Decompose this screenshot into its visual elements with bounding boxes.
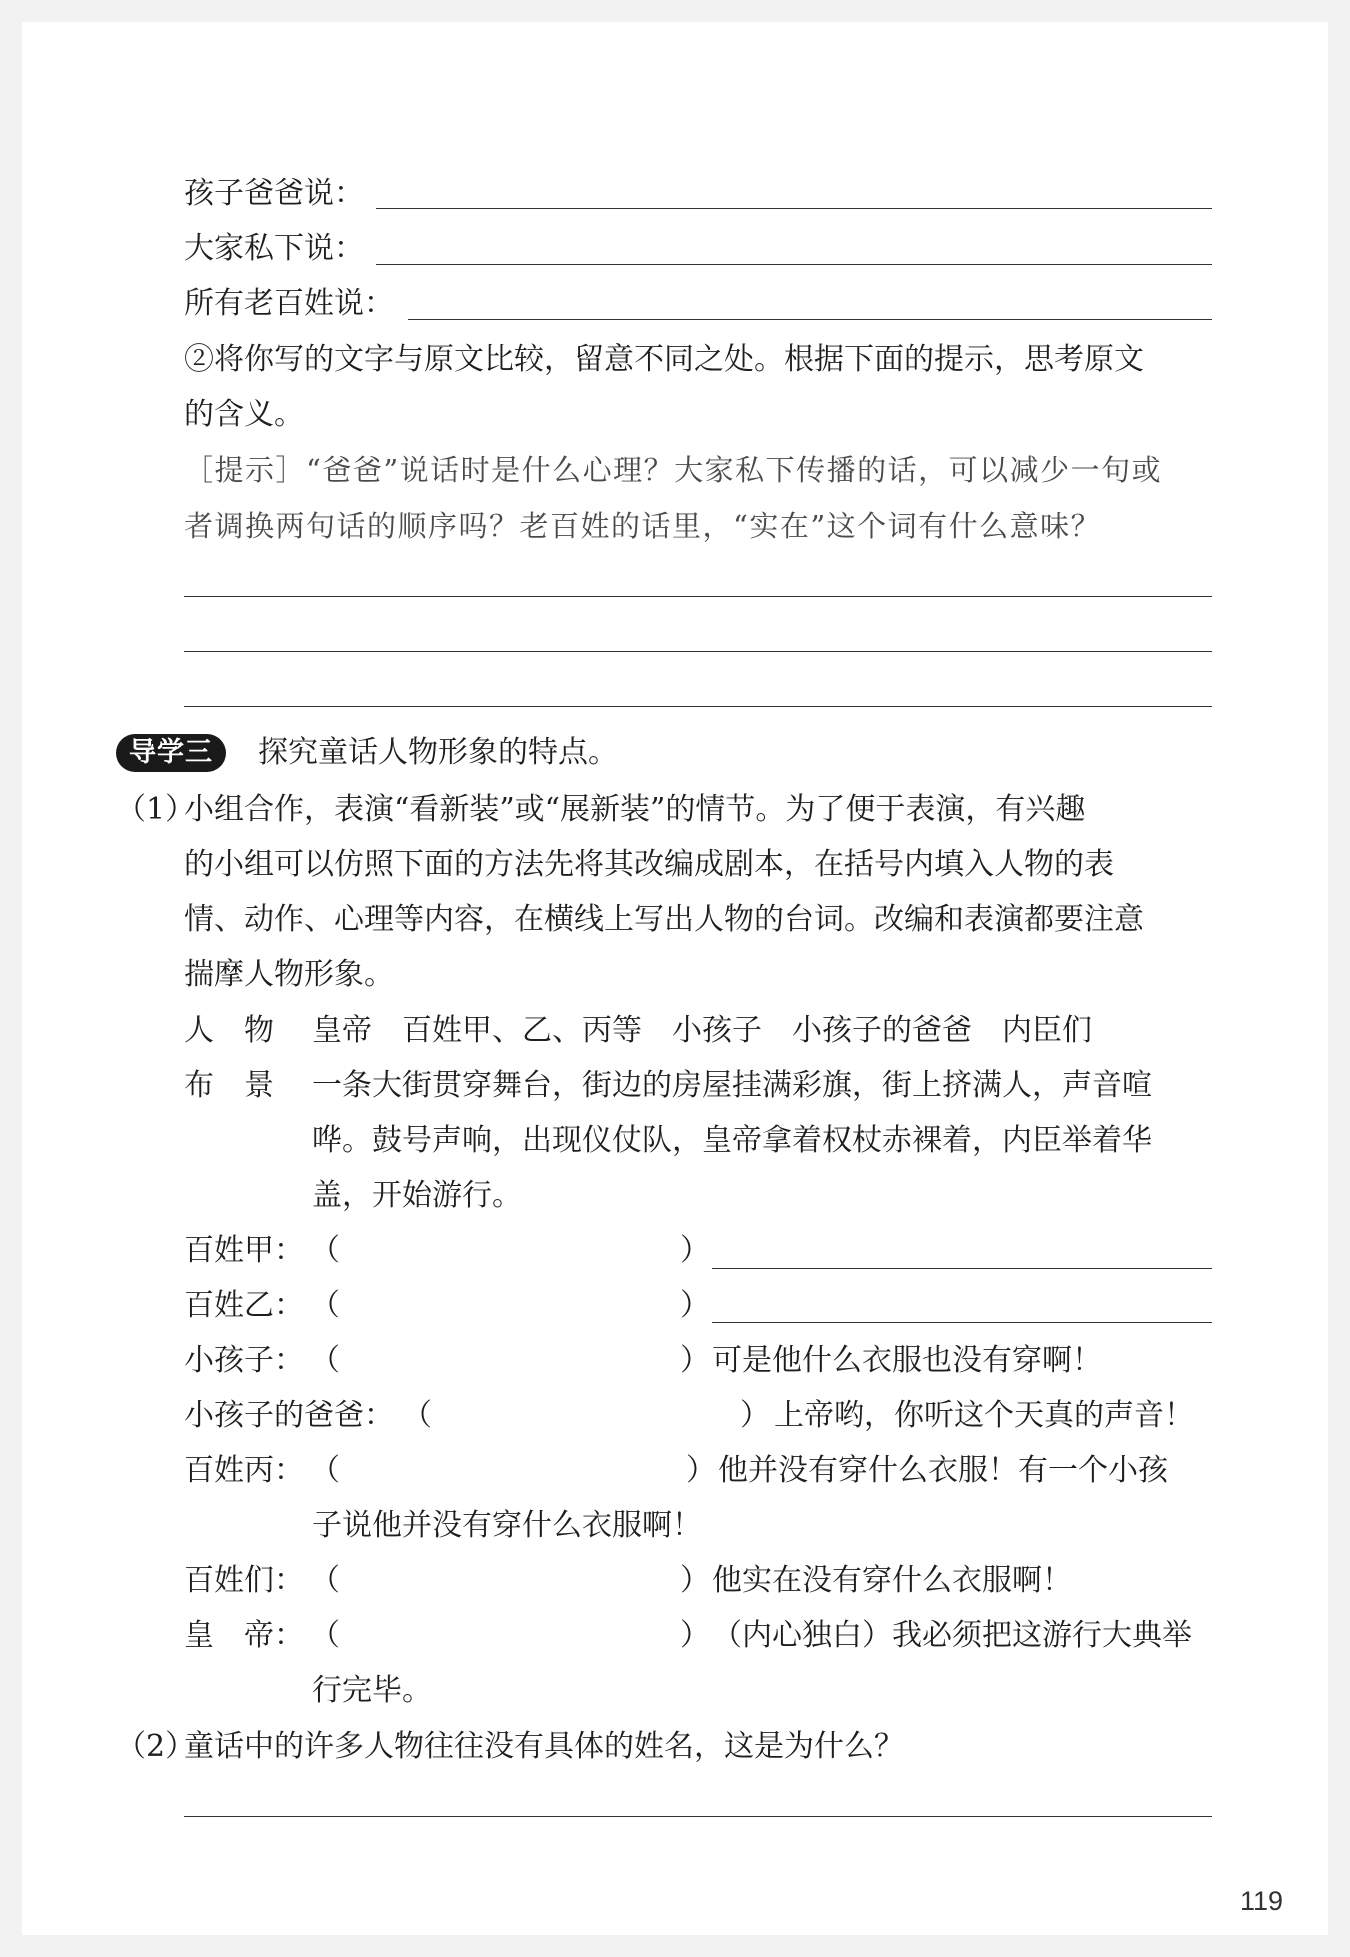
- open-paren: （: [310, 1233, 340, 1268]
- q1-number: （1）: [116, 792, 196, 827]
- speaker-label: 百姓乙：: [184, 1288, 304, 1323]
- speaker-label: 百姓们：: [184, 1563, 304, 1598]
- close-paren: ）: [680, 1343, 710, 1378]
- dialogue-line: 上帝哟，你听这个天真的声音！: [774, 1398, 1194, 1433]
- section-title: 探究童话人物形象的特点。: [258, 735, 618, 770]
- scene-text-3: 盖，开始游行。: [312, 1178, 522, 1213]
- dialogue-line: （内心独白）我必须把这游行大典举: [712, 1618, 1192, 1653]
- dialogue-answer-line[interactable]: [712, 1322, 1212, 1323]
- row-label-all-people: 所有老百姓说：: [184, 286, 394, 321]
- close-paren: ）: [680, 1288, 710, 1323]
- close-paren: ）: [680, 1618, 710, 1653]
- dialogue-answer-line[interactable]: [712, 1268, 1212, 1269]
- answer-line-people-private[interactable]: [376, 264, 1212, 265]
- close-paren: ）: [680, 1233, 710, 1268]
- scene-label: 布 景: [184, 1068, 274, 1103]
- page-number: 119: [1240, 1886, 1284, 1916]
- dialogue-line-cont: 行完毕。: [312, 1673, 432, 1708]
- scene-text-2: 哗。鼓号声响，出现仪仗队，皇帝拿着权杖赤裸着，内臣举着华: [312, 1123, 1152, 1158]
- q2-number: （2）: [116, 1729, 196, 1764]
- dialogue-line: 可是他什么衣服也没有穿啊！: [712, 1343, 1102, 1378]
- dialogue-line: 他并没有穿什么衣服！有一个小孩: [718, 1453, 1168, 1488]
- q2-answer-line[interactable]: [184, 1816, 1212, 1817]
- speaker-label: 皇 帝：: [184, 1618, 304, 1653]
- speaker-label: 百姓丙：: [184, 1453, 304, 1488]
- open-paren: （: [310, 1618, 340, 1653]
- answer-line-all-people[interactable]: [408, 319, 1212, 320]
- q1-text-4: 揣摩人物形象。: [184, 957, 394, 992]
- answer-line-2[interactable]: [184, 651, 1212, 652]
- scene-text-1: 一条大街贯穿舞台，街边的房屋挂满彩旗，街上挤满人，声音喧: [312, 1068, 1152, 1103]
- speaker-label: 小孩子：: [184, 1343, 304, 1378]
- answer-line-3[interactable]: [184, 706, 1212, 707]
- answer-line-father[interactable]: [376, 208, 1212, 209]
- answer-line-1[interactable]: [184, 596, 1212, 597]
- open-paren: （: [310, 1453, 340, 1488]
- q2-text: 童话中的许多人物往往没有具体的姓名，这是为什么？: [184, 1729, 904, 1764]
- row-label-people-private: 大家私下说：: [184, 231, 364, 266]
- q1-text-3: 情、动作、心理等内容，在横线上写出人物的台词。改编和表演都要注意: [184, 902, 1144, 937]
- open-paren: （: [310, 1288, 340, 1323]
- open-paren: （: [402, 1398, 432, 1433]
- compare-instruction-1: ②将你写的文字与原文比较，留意不同之处。根据下面的提示，思考原文: [184, 342, 1144, 377]
- close-paren: ）: [740, 1398, 770, 1433]
- speaker-label: 小孩子的爸爸：: [184, 1398, 394, 1433]
- dialogue-line: 他实在没有穿什么衣服啊！: [712, 1563, 1072, 1598]
- speaker-label: 百姓甲：: [184, 1233, 304, 1268]
- compare-instruction-2: 的含义。: [184, 397, 304, 432]
- q1-text-1: 小组合作，表演“看新装”或“展新装”的情节。为了便于表演，有兴趣: [184, 792, 1086, 827]
- hint-line-1: ［提示］“爸爸”说话时是什么心理？大家私下传播的话，可以减少一句或: [184, 453, 1163, 487]
- section-badge: 导学三: [116, 734, 226, 772]
- row-label-father: 孩子爸爸说：: [184, 176, 364, 211]
- open-paren: （: [310, 1563, 340, 1598]
- cast-list: 皇帝 百姓甲、乙、丙等 小孩子 小孩子的爸爸 内臣们: [312, 1013, 1092, 1048]
- close-paren: ）: [680, 1563, 710, 1598]
- dialogue-line-cont: 子说他并没有穿什么衣服啊！: [312, 1508, 702, 1543]
- open-paren: （: [310, 1343, 340, 1378]
- q1-text-2: 的小组可以仿照下面的方法先将其改编成剧本，在括号内填入人物的表: [184, 847, 1114, 882]
- cast-label: 人 物: [184, 1013, 274, 1048]
- hint-line-2: 者调换两句话的顺序吗？老百姓的话里，“实在”这个词有什么意味？: [184, 509, 1102, 543]
- close-paren: ）: [686, 1453, 716, 1488]
